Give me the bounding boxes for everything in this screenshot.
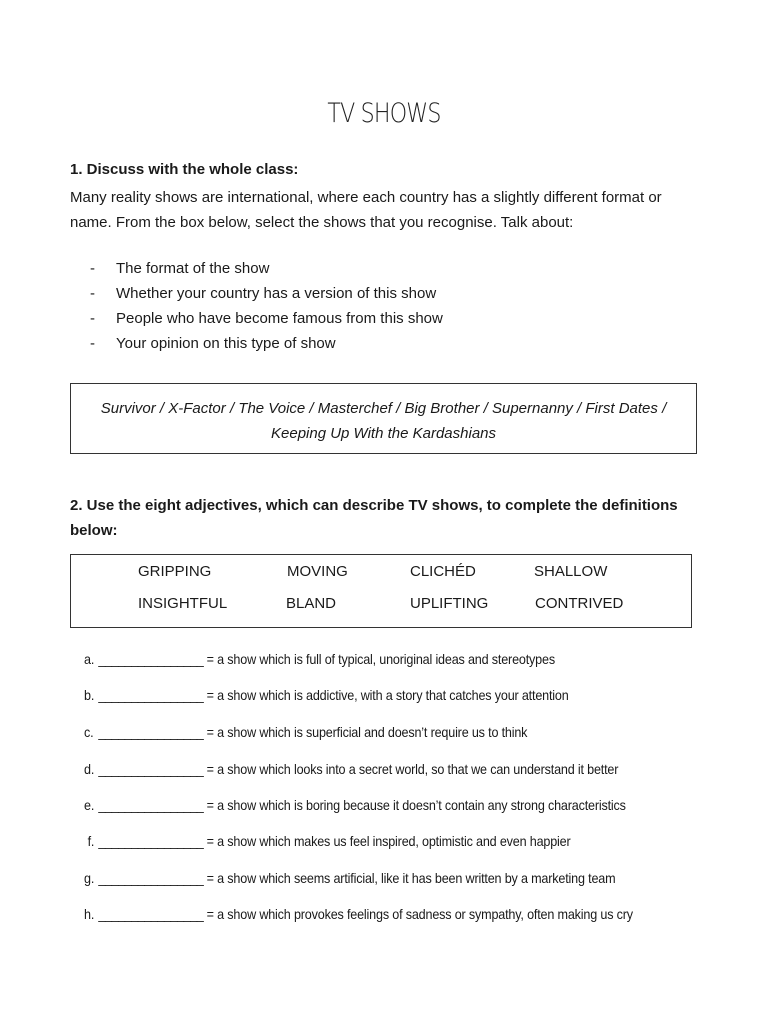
adjective-word: SHALLOW [534, 563, 608, 580]
definition-text: = a show which makes us feel inspired, optimistic and even happier [206, 833, 571, 849]
definition-letter: h. [84, 906, 95, 922]
shows-line-2: Keeping Up With the Kardashians [271, 425, 496, 442]
definition-letter: d. [84, 761, 95, 777]
adjective-word: GRIPPING [138, 563, 212, 580]
page-title: TV SHOWS [327, 98, 441, 129]
shows-box [70, 383, 697, 454]
definition-text: = a show which is superficial and doesn’t require us to think [206, 724, 528, 740]
definition-row [84, 687, 569, 703]
answer-blank[interactable]: ________________ [98, 724, 204, 740]
definition-row [84, 833, 571, 849]
definition-letter: c. [84, 724, 94, 740]
definition-row [84, 870, 615, 886]
definition-text: = a show which is addictive, with a story that catches your attention [206, 687, 569, 703]
definition-row [84, 906, 633, 922]
definition-row [84, 761, 618, 777]
definition-row [84, 724, 527, 740]
answer-blank[interactable]: ________________ [98, 687, 204, 703]
section-1-intro: Many reality shows are international, where each country has a slightly different format or name. From the box below, select the shows that you recognise. Talk about: [70, 189, 662, 231]
adjective-word: INSIGHTFUL [138, 595, 228, 612]
definition-text: = a show which is boring because it doesn’t contain any strong characteristics [206, 797, 626, 813]
section-2-heading: 2. Use the eight adjectives, which can describe TV shows, to complete the definitions below: [70, 497, 678, 539]
definition-text: = a show which is full of typical, unoriginal ideas and stereotypes [206, 651, 555, 667]
list-item: - The format of the show [90, 260, 270, 277]
answer-blank[interactable]: ________________ [98, 651, 204, 667]
definition-letter: e. [84, 797, 95, 813]
list-item: - Whether your country has a version of this show [90, 285, 437, 302]
definition-letter: f. [87, 833, 95, 849]
bullet-text: People who have become famous from this show [116, 310, 443, 327]
discussion-points-list [90, 256, 443, 356]
adjective-word: UPLIFTING [410, 595, 489, 612]
answer-blank[interactable]: ________________ [98, 833, 204, 849]
answer-blank[interactable]: ________________ [98, 906, 204, 922]
shows-line-1: Survivor / X-Factor / The Voice / Masterchef / Big Brother / Supernanny / First Dates / [100, 400, 667, 417]
adjective-word: BLAND [286, 595, 337, 612]
bullet-text: Whether your country has a version of this show [116, 285, 437, 302]
definition-text: = a show which looks into a secret world, so that we can understand it better [206, 761, 619, 777]
definition-letter: a. [84, 651, 95, 667]
answer-blank[interactable]: ________________ [98, 797, 204, 813]
bullet-text: Your opinion on this type of show [116, 335, 336, 352]
definition-row [84, 797, 626, 813]
definition-letter: b. [84, 687, 95, 703]
definition-text: = a show which seems artificial, like it has been written by a marketing team [206, 870, 616, 886]
adjective-word: CONTRIVED [535, 595, 624, 612]
definition-row [84, 651, 555, 667]
answer-blank[interactable]: ________________ [98, 761, 204, 777]
answer-blank[interactable]: ________________ [98, 870, 204, 886]
definition-letter: g. [84, 870, 95, 886]
adjective-word: MOVING [287, 563, 348, 580]
adjective-word: CLICHÉD [410, 563, 476, 580]
bullet-text: The format of the show [116, 260, 270, 277]
section-1-heading: 1. Discuss with the whole class: [70, 161, 299, 178]
list-item: - People who have become famous from this show [90, 310, 443, 327]
list-item: - Your opinion on this type of show [90, 335, 336, 352]
adjectives-box [70, 554, 692, 628]
definition-text: = a show which provokes feelings of sadness or sympathy, often making us cry [206, 906, 633, 922]
